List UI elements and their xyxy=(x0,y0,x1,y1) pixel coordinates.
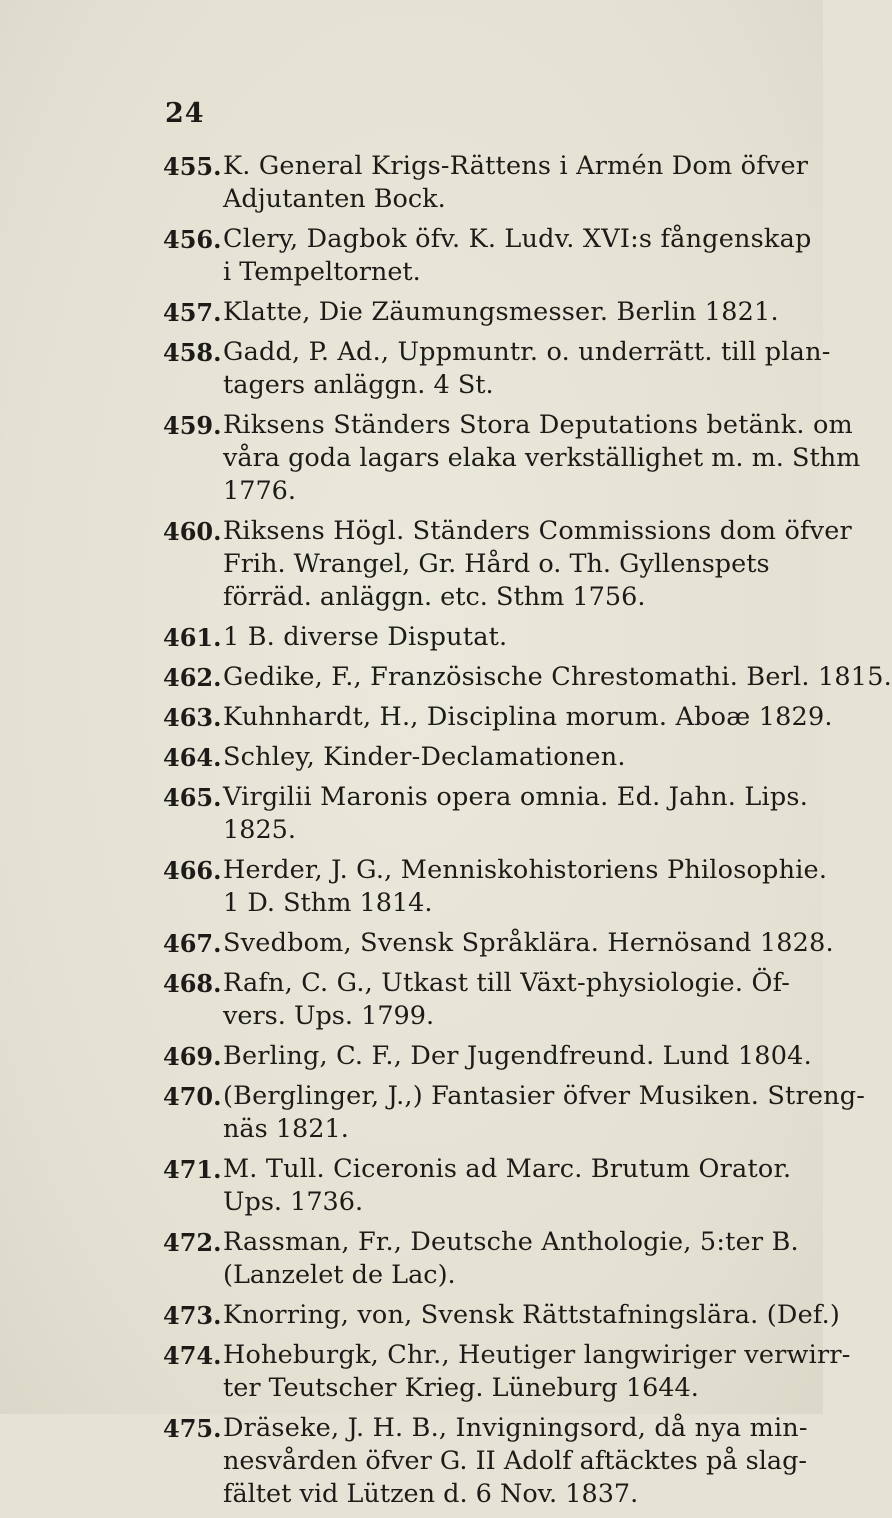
entry-number: 462. xyxy=(163,663,222,692)
entry-line: Rassman, Fr., Deutsche Anthologie, 5:ter B. xyxy=(223,1227,799,1257)
entry-line: Rafn, C. G., Utkast till Växt-physiologie. Öf- xyxy=(223,968,791,998)
catalogue-entry xyxy=(163,1153,803,1219)
catalogue-entry xyxy=(163,781,809,847)
entry-text xyxy=(195,661,892,694)
entry-text xyxy=(195,1339,851,1405)
entry-line: i Tempeltornet. xyxy=(223,257,421,287)
entry-number: 475. xyxy=(163,1414,222,1443)
entry-line: 1825. xyxy=(223,815,297,845)
entry-number: 465. xyxy=(163,783,222,812)
entry-number: 455. xyxy=(163,152,222,181)
catalogue-entry xyxy=(163,621,803,654)
entry-line: Riksens Högl. Ständers Commissions dom öfver xyxy=(223,516,852,546)
entry-line: Dräseke, J. H. B., Invigningsord, då nya min- xyxy=(223,1413,808,1443)
entry-text xyxy=(195,1040,812,1073)
catalogue-entry xyxy=(163,409,861,508)
entry-line: Hoheburgk, Chr., Heutiger langwiriger verwirr- xyxy=(223,1340,851,1370)
catalogue-entry xyxy=(163,1299,841,1332)
entry-text xyxy=(195,781,809,847)
entry-line: Schley, Kinder-Declamationen. xyxy=(223,742,626,772)
catalogue-entry xyxy=(163,701,833,734)
entry-line: 1 D. Sthm 1814. xyxy=(223,888,433,918)
catalogue-entry xyxy=(163,1080,866,1146)
entry-number: 459. xyxy=(163,411,222,440)
entry-line: 1 B. diverse Disputat. xyxy=(223,622,508,652)
catalogue-entry xyxy=(163,1226,803,1292)
entry-number: 466. xyxy=(163,856,222,885)
entry-number: 457. xyxy=(163,298,222,327)
catalogue-entry xyxy=(163,296,803,329)
entry-line: nesvården öfver G. II Adolf aftäcktes på slag- xyxy=(223,1446,808,1476)
entry-line: Klatte, Die Zäumungsmesser. Berlin 1821. xyxy=(223,297,779,327)
entry-line: K. General Krigs-Rättens i Armén Dom öfver xyxy=(223,151,809,181)
entry-text xyxy=(195,854,828,920)
catalogue-entry xyxy=(163,661,892,694)
entry-text xyxy=(195,515,852,614)
entry-text xyxy=(195,1226,803,1292)
entry-line: näs 1821. xyxy=(223,1114,349,1144)
catalogue-entry xyxy=(163,150,809,216)
entry-line: Gadd, P. Ad., Uppmuntr. o. underrätt. till plan- xyxy=(223,337,831,367)
entry-line: Clery, Dagbok öfv. K. Ludv. XVI:s fångenskap xyxy=(223,224,812,254)
entry-text xyxy=(195,1299,841,1332)
entry-number: 473. xyxy=(163,1301,222,1330)
entry-text xyxy=(195,967,803,1033)
entry-line: Gedike, F., Französische Chrestomathi. Berl. 1815. xyxy=(223,662,892,692)
entry-line: vers. Ups. 1799. xyxy=(223,1001,435,1031)
entry-text xyxy=(195,621,803,654)
entry-line: fältet vid Lützen d. 6 Nov. 1837. xyxy=(223,1479,639,1509)
entry-number: 467. xyxy=(163,929,222,958)
entry-number: 472. xyxy=(163,1228,222,1257)
catalogue-entry xyxy=(163,927,834,960)
entry-number: 458. xyxy=(163,338,222,367)
entry-text xyxy=(195,409,861,508)
entry-number: 456. xyxy=(163,225,222,254)
entry-line: Svedbom, Svensk Språklära. Hernösand 1828. xyxy=(223,928,834,958)
entry-number: 460. xyxy=(163,517,222,546)
catalogue-entry xyxy=(163,1339,851,1405)
entry-line: Riksens Ständers Stora Deputations betänk. om xyxy=(223,410,853,440)
entry-text xyxy=(195,1412,808,1511)
entry-line: Herder, J. G., Menniskohistoriens Philosophie. xyxy=(223,855,828,885)
entry-text xyxy=(195,223,812,289)
entry-text xyxy=(195,741,803,774)
entry-number: 470. xyxy=(163,1082,222,1111)
catalogue-entries xyxy=(163,150,892,1518)
entry-text xyxy=(195,150,809,216)
page-number: 24 xyxy=(165,98,205,129)
entry-line: M. Tull. Ciceronis ad Marc. Brutum Orator. xyxy=(223,1154,792,1184)
entry-text xyxy=(195,927,834,960)
entry-text xyxy=(195,336,831,402)
catalogue-entry xyxy=(163,741,803,774)
entry-text xyxy=(195,1080,866,1146)
entry-line: Ups. 1736. xyxy=(223,1187,364,1217)
entry-line: tagers anläggn. 4 St. xyxy=(223,370,494,400)
entry-line: Frih. Wrangel, Gr. Hård o. Th. Gyllenspets xyxy=(223,549,770,579)
entry-line: (Berglinger, J.,) Fantasier öfver Musiken. Streng- xyxy=(223,1081,866,1111)
catalogue-entry xyxy=(163,967,803,1033)
catalogue-entry xyxy=(163,1040,812,1073)
entry-line: 1776. xyxy=(223,476,297,506)
catalogue-entry xyxy=(163,515,852,614)
entry-number: 464. xyxy=(163,743,222,772)
catalogue-entry xyxy=(163,1412,808,1511)
entry-line: Kuhnhardt, H., Disciplina morum. Aboæ 1829. xyxy=(223,702,833,732)
entry-text xyxy=(195,701,833,734)
entry-line: våra goda lagars elaka verkställighet m. m. Sthm xyxy=(223,443,861,473)
catalogue-entry xyxy=(163,336,831,402)
entry-line: Berling, C. F., Der Jugendfreund. Lund 1804. xyxy=(223,1041,812,1071)
entry-number: 474. xyxy=(163,1341,222,1370)
entry-line: Knorring, von, Svensk Rättstafningslära. (Def.) xyxy=(223,1300,841,1330)
catalogue-entry xyxy=(163,223,812,289)
entry-line: Virgilii Maronis opera omnia. Ed. Jahn. Lips. xyxy=(223,782,809,812)
entry-number: 471. xyxy=(163,1155,222,1184)
entry-number: 469. xyxy=(163,1042,222,1071)
entry-line: ter Teutscher Krieg. Lüneburg 1644. xyxy=(223,1373,699,1403)
entry-line: (Lanzelet de Lac). xyxy=(223,1260,456,1290)
entry-text xyxy=(195,296,803,329)
catalogue-entry xyxy=(163,854,828,920)
entry-number: 461. xyxy=(163,623,222,652)
entry-text xyxy=(195,1153,803,1219)
entry-number: 468. xyxy=(163,969,222,998)
entry-line: Adjutanten Bock. xyxy=(223,184,446,214)
entry-line: förräd. anläggn. etc. Sthm 1756. xyxy=(223,582,646,612)
entry-number: 463. xyxy=(163,703,222,732)
